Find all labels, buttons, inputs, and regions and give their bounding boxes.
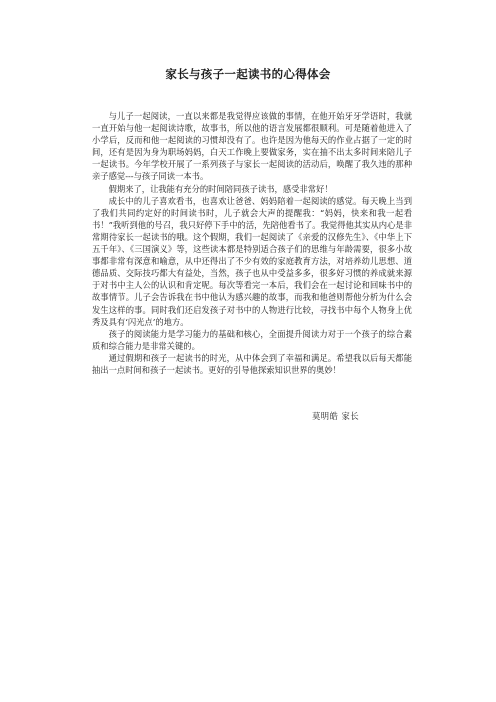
signature: 莫明皓 家长 [312, 411, 360, 421]
document-body [92, 110, 412, 376]
paragraph: 与儿子一起阅读，一直以来都是我觉得应该做的事情，在他开始牙牙学语时，我就一直开始与他一起阅读诗歌，故事书，所以他的语言发展都很顺利。可是随着他进入了小学后，反而和他一起阅读的习惯却没有了。也许是因为他每天的作业占据了一定的时间，还有是因为身为职场妈妈，白天工作晚上要做家务，实在抽不出太多时间来陪儿子一起读书。今年学校开展了一系列孩子与家长一起阅读的活动后，唤醒了我久违的那种亲子感觉---与孩子同读一本书。 [92, 111, 412, 182]
paragraph: 假期来了，让我能有充分的时间陪同孩子读书，感受非常好！ [108, 183, 333, 194]
paragraph: 通过假期和孩子一起读书的时光，从中体会到了幸福和满足。希望我以后每天都能抽出一点时间和孩子一起读书。更好的引导他探索知识世界的奥妙！ [92, 352, 412, 375]
paragraph: 成长中的儿子喜欢看书，也喜欢让爸爸、妈妈陪着一起阅读的感觉。每天晚上当到了我们共同约定好的时间读书时，儿子就会大声的提醒我：“妈妈，快来和我一起看书！”我听到他的号召，我只好停下手中的活，先陪他看书了。我觉得他其实从内心是非常期待家长一起读书的哦。这个假期，我们一起阅读了《亲爱的汉修先生》、《中华上下五千年》、《三国演义》等，这些读本都是特别适合孩子们的思维与年龄需要，很多小故事都非常有深意和喻意，从中还得出了不少有效的家庭教育方法，对培养幼儿思想、道德品质、交际技巧都大有益处，当然，孩子也从中受益多多，很多好习惯的养成就来源于对书中主人公的认识和肯定呢。每次等看完一本后，我们会在一起讨论和回味书中的故事情节。儿子会告诉我在书中他认为感兴趣的故事，而我和他爸则帮他分析为什么会发生这样的事。同时我们还启发孩子对书中的人物进行比较，寻找书中每个人物身上优秀及具有‘闪光点’的地方。 [92, 195, 412, 327]
document-title: 家长与孩子一起读书的心得体会 [165, 67, 331, 81]
paragraph: 孩子的阅读能力是学习能力的基础和核心，全面提升阅读力对于一个孩子的综合素质和综合能力是非常关键的。 [92, 328, 412, 351]
